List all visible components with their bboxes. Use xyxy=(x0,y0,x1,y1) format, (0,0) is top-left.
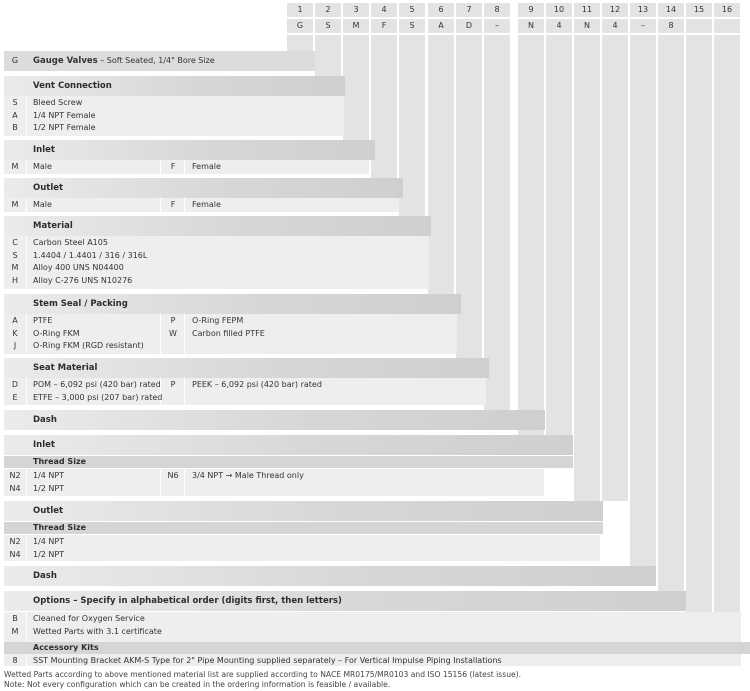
outlet-thread-subheader: Thread Size xyxy=(4,522,603,534)
column-number-15: 15 xyxy=(686,3,712,17)
outlet-thread-header: Outlet xyxy=(4,501,603,521)
footnote-wetted-parts: Wetted Parts according to above mentioned material list are supplied according to NACE MR0175/MR0103 and ISO 15156 (latest issue). xyxy=(4,670,522,679)
outlet-header: Outlet xyxy=(4,178,403,198)
footnote-configuration: Note: Not every configuration which can be created in the ordering information is feasible / available. xyxy=(4,680,391,689)
column-number-14: 14 xyxy=(658,3,684,17)
stem-option-code: W xyxy=(169,328,177,338)
material-option-label: Alloy C-276 UNS N10276 xyxy=(33,275,133,285)
dash-header-1: Dash xyxy=(4,410,545,430)
material-option-code: M xyxy=(11,263,19,273)
gauge-title: Gauge Valves xyxy=(33,56,98,66)
seat-option-label: ETFE – 3,000 psi (207 bar) rated xyxy=(33,392,163,402)
material-option-code: C xyxy=(12,238,18,247)
column-number-16: 16 xyxy=(714,3,740,17)
column-drop-8 xyxy=(484,35,510,410)
inlet-thread-option-label: 3/4 NPT → Male Thread only xyxy=(192,471,304,480)
stem-option-label: Carbon filled PTFE xyxy=(192,328,265,338)
column-value-10: 4 xyxy=(546,19,572,33)
inlet-thread-option-code: N2 xyxy=(9,471,21,480)
stem-option-code: J xyxy=(13,341,17,351)
kit-label: SST Mounting Bracket AKM-S Type for 2" Pipe Mounting supplied separately – For Vertical Impulse Piping Installations xyxy=(33,656,502,665)
vent-option-code: S xyxy=(12,98,18,107)
column-drop-16 xyxy=(714,35,740,612)
vent-option-label: 1/4 NPT Female xyxy=(33,110,96,120)
options-header: Options – Specify in alphabetical order (digits first, then letters) xyxy=(4,591,686,611)
inlet-thread-option-label: 1/2 NPT xyxy=(33,483,65,493)
stem-option-code: K xyxy=(12,328,18,338)
inlet-thread-option-code: N4 xyxy=(9,483,21,493)
vent-option-label: 1/2 NPT Female xyxy=(33,123,96,133)
outlet-code-male: M xyxy=(11,200,19,209)
seat-option-label: POM – 6,092 psi (420 bar) rated xyxy=(33,380,161,389)
stem-option-code: A xyxy=(12,316,18,325)
column-number-1: 1 xyxy=(287,3,313,17)
column-value-14: 8 xyxy=(658,19,684,33)
inlet-label-male: Male xyxy=(33,162,52,171)
inlet-body xyxy=(4,160,369,174)
material-option-label: 1.4404 / 1.4401 / 316 / 316L xyxy=(33,250,148,260)
column-drop-9 xyxy=(518,35,544,435)
inlet-header: Inlet xyxy=(4,140,375,160)
column-value-15 xyxy=(686,19,712,33)
column-number-7: 7 xyxy=(456,3,482,17)
column-drop-15 xyxy=(686,35,712,612)
outlet-thread-option-label: 1/4 NPT xyxy=(33,537,65,546)
seat-option-label: PEEK – 6,092 psi (420 bar) rated xyxy=(192,380,322,389)
seat-header: Seat Material xyxy=(4,358,489,378)
column-number-11: 11 xyxy=(574,3,600,17)
column-value-1: G xyxy=(287,19,313,33)
options-option-code: B xyxy=(12,614,18,623)
outlet-label-female: Female xyxy=(192,200,221,209)
inlet-thread-subheader: Thread Size xyxy=(4,456,573,468)
material-option-code: S xyxy=(12,250,18,260)
dash-header-2: Dash xyxy=(4,566,656,586)
column-number-10: 10 xyxy=(546,3,572,17)
column-value-7: D xyxy=(456,19,482,33)
seat-option-code: P xyxy=(170,380,176,389)
vent-option-code: B xyxy=(12,123,18,133)
outlet-code-female: F xyxy=(170,200,176,209)
outlet-thread-body xyxy=(4,535,600,561)
column-drop-3 xyxy=(343,35,369,140)
stem-option-label: O-Ring FEPM xyxy=(192,316,244,325)
column-value-11: N xyxy=(574,19,600,33)
column-number-8: 8 xyxy=(484,3,510,17)
inlet-label-female: Female xyxy=(192,162,221,171)
column-value-8: – xyxy=(484,19,510,33)
kit-code: 8 xyxy=(12,656,18,665)
column-drop-10 xyxy=(546,35,572,435)
column-value-16 xyxy=(714,19,740,33)
column-number-6: 6 xyxy=(428,3,454,17)
stem-header: Stem Seal / Packing xyxy=(4,294,461,314)
outlet-thread-option-code: N2 xyxy=(9,537,21,546)
column-number-12: 12 xyxy=(602,3,628,17)
material-option-code: H xyxy=(11,275,18,285)
stem-option-label: O-Ring FKM xyxy=(33,328,80,338)
column-drop-13 xyxy=(630,35,656,566)
column-value-13: – xyxy=(630,19,656,33)
options-option-code: M xyxy=(11,626,19,636)
gauge-code: G xyxy=(11,56,19,65)
column-drop-11 xyxy=(574,35,600,501)
options-option-label: Wetted Parts with 3.1 certificate xyxy=(33,626,162,636)
inlet-code-male: M xyxy=(11,162,19,171)
vent-option-label: Bleed Screw xyxy=(33,98,83,107)
column-drop-2 xyxy=(315,35,341,76)
material-header: Material xyxy=(4,216,431,236)
seat-option-code: E xyxy=(12,392,18,402)
vent-header: Vent Connection xyxy=(4,76,345,96)
gauge-valves-row xyxy=(4,51,315,71)
stem-option-label: PTFE xyxy=(33,316,53,325)
inlet-thread-option-code: N6 xyxy=(167,471,179,480)
column-value-9: N xyxy=(518,19,544,33)
column-number-4: 4 xyxy=(371,3,397,17)
material-option-label: Carbon Steel A105 xyxy=(33,238,108,247)
stem-option-code: P xyxy=(170,316,176,325)
gauge-desc: – Soft Seated, 1/4" Bore Size xyxy=(97,56,215,65)
column-drop-12 xyxy=(602,35,628,501)
options-option-label: Cleaned for Oxygen Service xyxy=(33,614,145,623)
column-value-3: M xyxy=(343,19,369,33)
inlet-thread-header: Inlet xyxy=(4,435,573,455)
seat-option-code: D xyxy=(11,380,19,389)
column-number-9: 9 xyxy=(518,3,544,17)
column-number-2: 2 xyxy=(315,3,341,17)
column-value-4: F xyxy=(371,19,397,33)
accessory-kits-subheader: Accessory Kits xyxy=(4,642,750,654)
column-value-12: 4 xyxy=(602,19,628,33)
column-drop-1 xyxy=(287,35,313,51)
inlet-code-female: F xyxy=(170,162,176,171)
outlet-label-male: Male xyxy=(33,200,52,209)
vent-option-code: A xyxy=(12,110,18,120)
column-drop-14 xyxy=(658,35,684,591)
material-option-label: Alloy 400 UNS N04400 xyxy=(33,263,124,273)
column-value-6: A xyxy=(428,19,454,33)
outlet-thread-option-label: 1/2 NPT xyxy=(33,549,65,559)
gauge-title-line xyxy=(33,55,215,68)
column-value-5: S xyxy=(399,19,425,33)
column-number-3: 3 xyxy=(343,3,369,17)
inlet-thread-option-label: 1/4 NPT xyxy=(33,471,65,480)
outlet-thread-option-code: N4 xyxy=(9,549,21,559)
column-number-13: 13 xyxy=(630,3,656,17)
column-value-2: S xyxy=(315,19,341,33)
stem-option-label: O-Ring FKM (RGD resistant) xyxy=(33,341,144,351)
column-drop-6 xyxy=(428,35,454,294)
column-number-5: 5 xyxy=(399,3,425,17)
